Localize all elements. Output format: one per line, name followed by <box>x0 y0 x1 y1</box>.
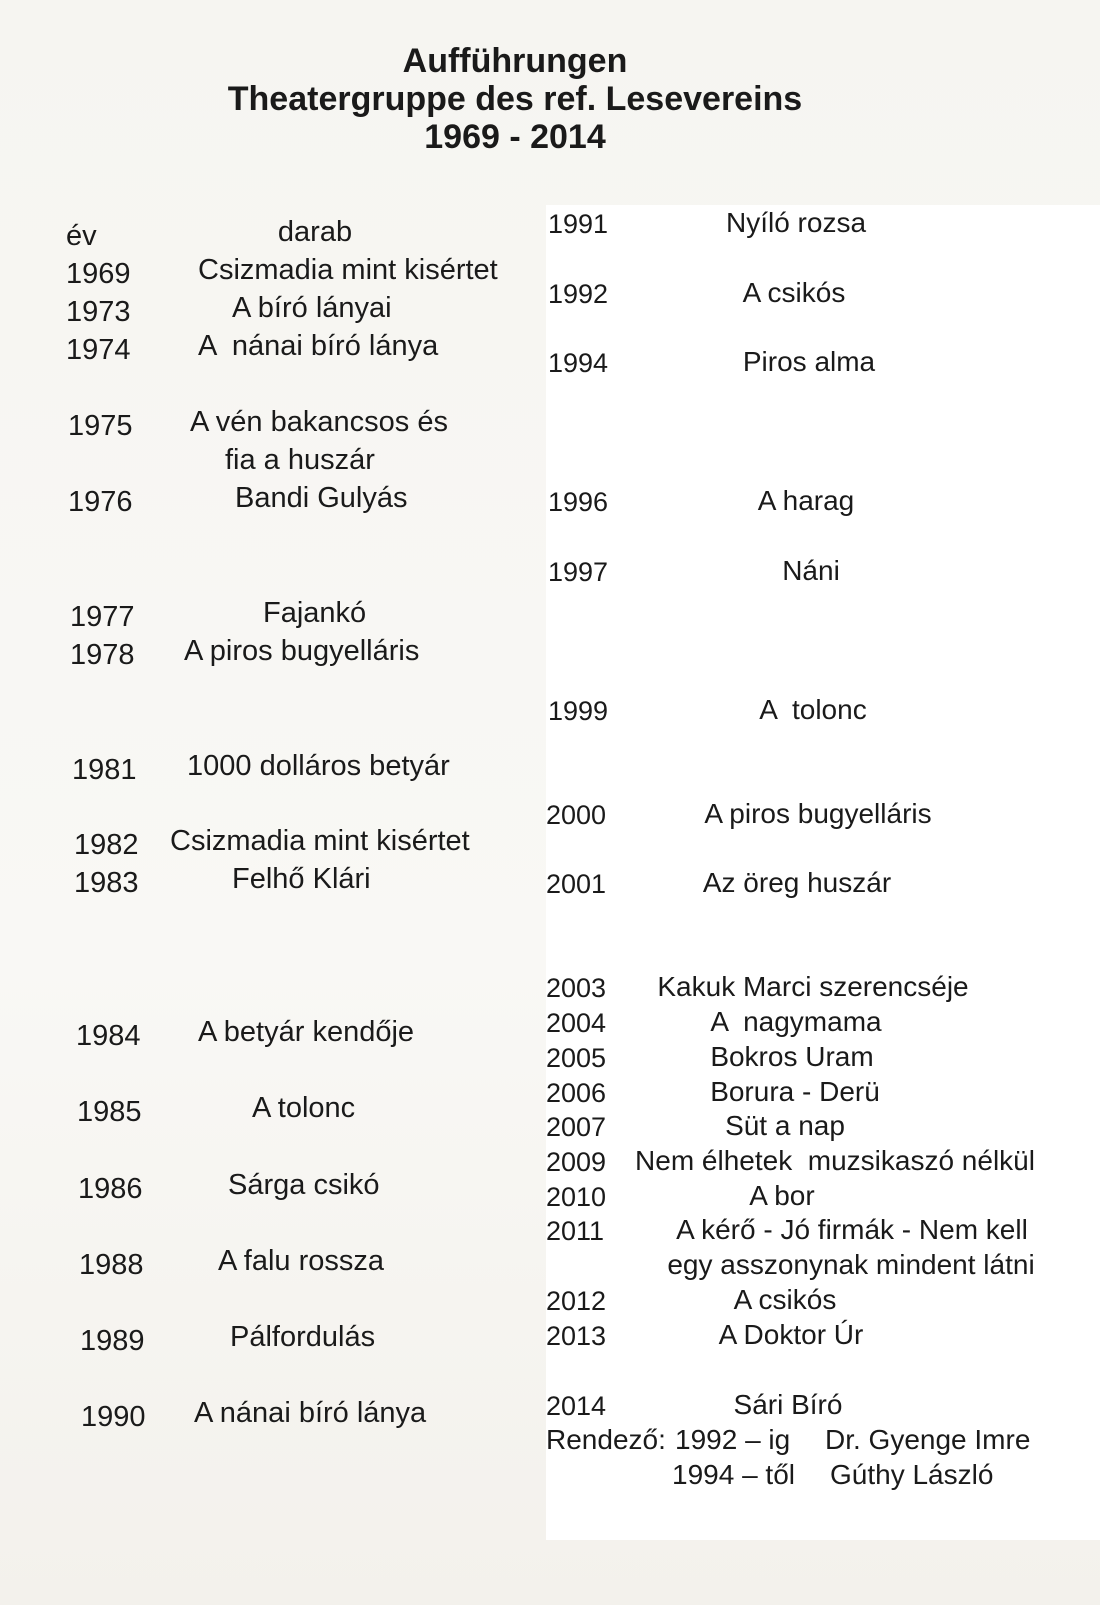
left-title-1973: A bíró lányai <box>232 292 392 324</box>
left-year-1976: 1976 <box>68 486 133 518</box>
right-title-2006: Borura - Derü <box>710 1076 880 1107</box>
right-year-2001: 2001 <box>546 869 607 899</box>
right-year-2010: 2010 <box>546 1182 607 1212</box>
right-year-1996: 1996 <box>548 487 609 517</box>
right-title-2013: A Doktor Úr <box>718 1319 864 1350</box>
right-year-2006: 2006 <box>546 1078 607 1108</box>
left-year-1973: 1973 <box>66 296 131 328</box>
left-year-1977: 1977 <box>70 601 135 633</box>
right-title-2014: Sári Bíró <box>733 1389 843 1420</box>
right-title-2003: Kakuk Marci szerencséje <box>657 971 969 1002</box>
left-year-1978: 1978 <box>70 639 135 671</box>
year-column-header: év <box>66 220 97 252</box>
left-year-1990: 1990 <box>81 1401 146 1433</box>
right-year-1992: 1992 <box>548 279 609 309</box>
left-year-1989: 1989 <box>80 1325 145 1357</box>
right-year-1991: 1991 <box>548 209 609 239</box>
right-year-2012: 2012 <box>546 1286 607 1316</box>
right-title-1997: Náni <box>782 555 840 586</box>
left-title-1977: Fajankó <box>263 597 367 629</box>
right-year-1999: 1999 <box>548 696 609 726</box>
document-subtitle: Theatergruppe des ref. Lesevereins <box>227 80 803 118</box>
director-label: Rendező: <box>546 1424 666 1455</box>
right-title-2011-line2: egy asszonynak mindent látni <box>667 1249 1035 1280</box>
left-year-1985: 1985 <box>77 1096 142 1128</box>
director-name-1: Dr. Gyenge Imre <box>825 1424 1031 1455</box>
left-title-1982: Csizmadia mint kisértet <box>170 825 470 857</box>
right-year-2000: 2000 <box>546 800 607 830</box>
right-title-1991: Nyíló rozsa <box>725 207 867 238</box>
right-title-1996: A harag <box>757 485 855 516</box>
right-title-2012: A csikós <box>733 1284 837 1315</box>
left-title-1985: A tolonc <box>252 1092 356 1124</box>
right-title-2004: A nagymama <box>710 1006 882 1037</box>
right-title-2007: Süt a nap <box>725 1110 845 1141</box>
left-title-1974: A nánai bíró lánya <box>198 330 439 362</box>
left-year-1984: 1984 <box>76 1020 141 1052</box>
right-title-1994: Piros alma <box>742 346 876 377</box>
left-title-1990: A nánai bíró lánya <box>194 1397 427 1429</box>
left-title-1984: A betyár kendője <box>198 1016 415 1048</box>
right-year-2004: 2004 <box>546 1008 607 1038</box>
right-title-2000: A piros bugyelláris <box>704 798 932 829</box>
left-title-1975: A vén bakancsos és <box>190 406 448 438</box>
right-title-2005: Bokros Uram <box>710 1041 874 1072</box>
director-period-1: 1992 – ig <box>675 1424 791 1455</box>
left-title-1983: Felhő Klári <box>232 863 371 895</box>
title-column-header: darab <box>277 216 353 248</box>
left-year-1974: 1974 <box>66 334 131 366</box>
director-period-2: 1994 – től <box>672 1459 795 1490</box>
right-title-1999: A tolonc <box>759 694 867 725</box>
left-year-1988: 1988 <box>79 1249 144 1281</box>
document-title: Aufführungen <box>402 42 628 80</box>
right-year-1994: 1994 <box>548 348 609 378</box>
left-year-1982: 1982 <box>74 829 139 861</box>
left-year-1986: 1986 <box>78 1173 143 1205</box>
left-year-1975: 1975 <box>68 410 133 442</box>
right-year-1997: 1997 <box>548 557 609 587</box>
left-title-1981: 1000 dolláros betyár <box>187 750 450 782</box>
right-year-2009: 2009 <box>546 1147 607 1177</box>
right-title-2009: Nem élhetek muzsikaszó nélkül <box>635 1145 1035 1176</box>
document-date-range: 1969 - 2014 <box>424 118 606 156</box>
left-year-1983: 1983 <box>74 867 139 899</box>
left-title-1969: Csizmadia mint kisértet <box>198 254 498 286</box>
left-title-1989: Pálfordulás <box>230 1321 376 1353</box>
right-year-2013: 2013 <box>546 1321 607 1351</box>
left-title-1978: A piros bugyelláris <box>184 635 420 667</box>
right-year-2014: 2014 <box>546 1391 607 1421</box>
right-title-2001: Az öreg huszár <box>702 867 892 898</box>
right-year-2003: 2003 <box>546 973 607 1003</box>
right-title-2010: A bor <box>749 1180 815 1211</box>
left-year-1981: 1981 <box>72 754 137 786</box>
right-title-1992: A csikós <box>742 277 846 308</box>
right-year-2007: 2007 <box>546 1112 607 1142</box>
right-year-2011: 2011 <box>546 1216 605 1246</box>
left-title-1976: Bandi Gulyás <box>235 482 408 514</box>
left-title-1988: A falu rossza <box>218 1245 385 1277</box>
director-name-2: Gúthy László <box>830 1459 994 1490</box>
left-title-1986: Sárga csikó <box>228 1169 380 1201</box>
right-title-2011: A kérő - Jó firmák - Nem kell <box>676 1214 1028 1245</box>
left-year-1969: 1969 <box>66 258 131 290</box>
left-title-1975-line2: fia a huszár <box>225 444 375 476</box>
right-year-2005: 2005 <box>546 1043 607 1073</box>
